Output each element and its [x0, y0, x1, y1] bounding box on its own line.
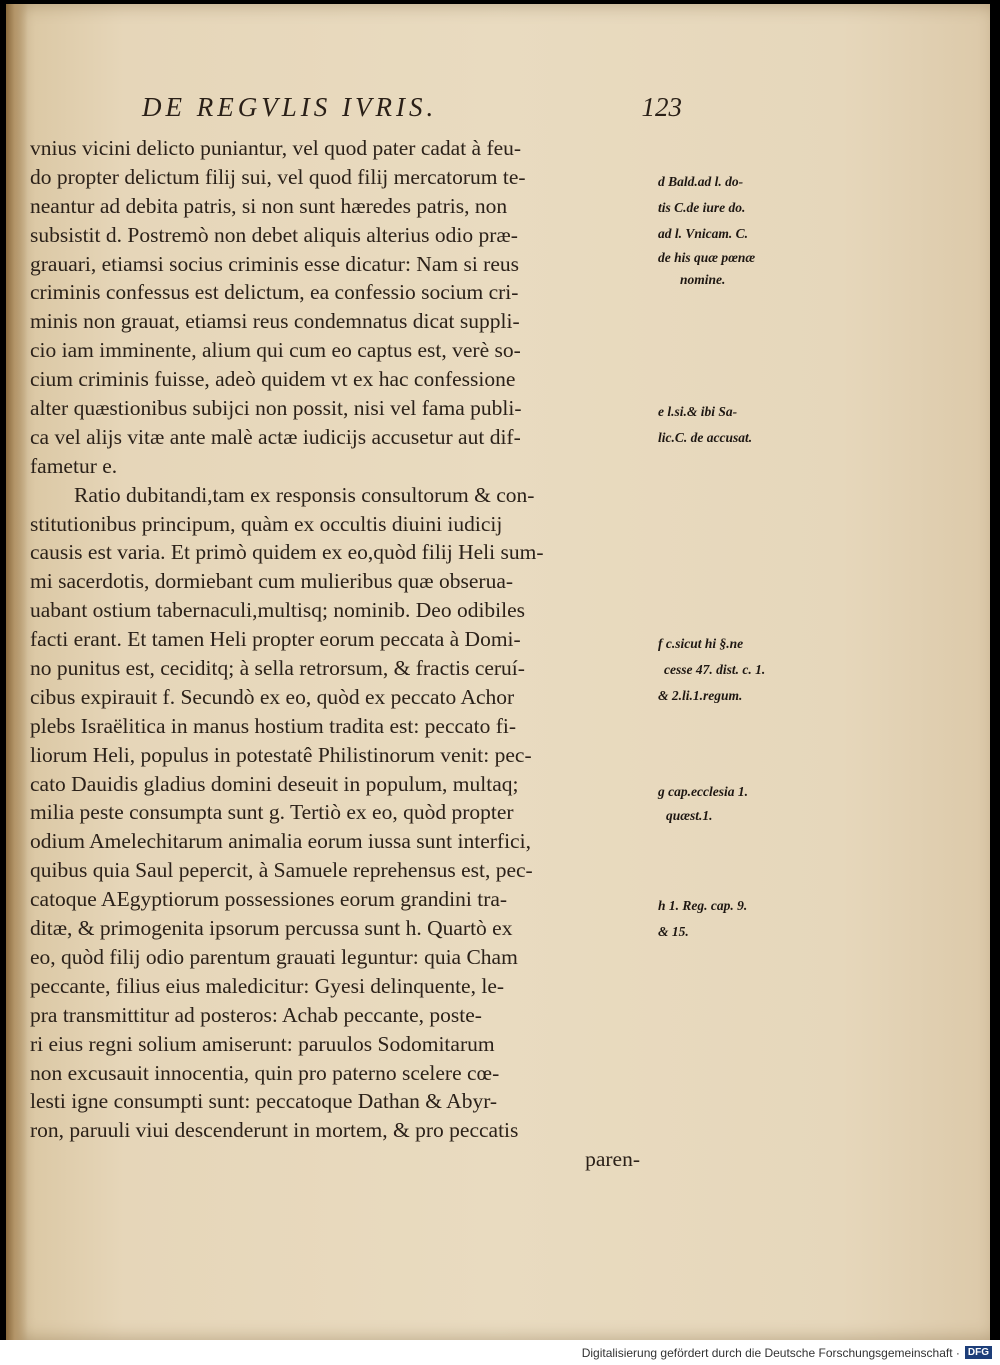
text-line: mi sacerdotis, dormiebant cum mulieribus quæ obserua- [30, 569, 514, 594]
marginal-note: g cap.ecclesia 1. [658, 784, 748, 799]
text-line: fametur e. [30, 453, 118, 478]
text-line: subsistit d. Postremò non debet aliquis alterius odio præ- [30, 222, 518, 247]
text-line: no punitus est, ceciditq; à sella retrorsum, & fractis ceruí- [30, 656, 525, 681]
text-line: lesti igne consumpti sunt: peccatoque Dathan & Abyr- [30, 1089, 498, 1114]
dfg-logo: DFG [965, 1346, 992, 1359]
marginal-note: & 2.li.1.regum. [658, 688, 743, 703]
text-line: causis est varia. Et primò quidem ex eo,quòd filij Heli sum- [30, 540, 544, 565]
text-line: cium criminis fuisse, adeò quidem vt ex hac confessione [30, 367, 516, 392]
text-line: ri eius regni solium amiserunt: paruulos Sodomitarum [30, 1031, 495, 1056]
text-line: liorum Heli, populus in potestatê Philistinorum venit: pec- [30, 742, 532, 767]
text-line: ditæ, & primogenita ipsorum percussa sunt h. Quartò ex [30, 916, 513, 941]
catchword: paren- [585, 1147, 640, 1172]
text-line: facti erant. Et tamen Heli propter eorum peccata à Domi- [30, 627, 521, 652]
marginal-note: e l.si.& ibi Sa- [658, 404, 738, 419]
marginal-note: quæst.1. [666, 808, 713, 823]
marginal-note: nomine. [680, 272, 726, 287]
text-line: Ratio dubitandi,tam ex responsis consultorum & con- [74, 482, 535, 507]
text-line: grauari, etiamsi socius criminis esse dicatur: Nam si reus [30, 251, 519, 276]
text-line: uabant ostium tabernaculi,multisq; nominib. Deo odibiles [30, 598, 526, 623]
text-line: cato Dauidis gladius domini deseuit in populum, multaq; [30, 771, 519, 796]
text-line: catoque AEgyptiorum possessiones eorum grandini tra- [30, 887, 508, 912]
text-line: do propter delictum filij sui, vel quod filij mercatorum te- [30, 164, 526, 189]
funding-notice: Digitalisierung gefördert durch die Deutsche Forschungsgemeinschaft · [581, 1345, 960, 1360]
text-line: plebs Israëlitica in manus hostium tradita est: peccato fi- [30, 713, 516, 738]
marginal-note: & 15. [658, 924, 689, 939]
marginal-note: cesse 47. dist. c. 1. [664, 662, 766, 677]
book-page [6, 4, 990, 1340]
running-title: DE REGVLIS IVRIS. [142, 92, 438, 122]
running-header [142, 92, 682, 123]
text-line: ca vel alijs vitæ ante malè actæ iudicijs accusetur aut dif- [30, 424, 521, 449]
text-line: eo, quòd filij odio parentum grauati leguntur: quia Cham [30, 944, 518, 969]
text-line: cio iam imminente, alium qui cum eo captus est, verè so- [30, 338, 521, 363]
text-line: stitutionibus principum, quàm ex occultis diuini iudicij [30, 511, 503, 536]
marginal-note: de his quæ pœnæ [658, 250, 756, 265]
text-line: peccante, filius eius maledicitur: Gyesi delinquente, le- [30, 973, 505, 998]
text-line: cibus expirauit f. Secundò ex eo, quòd ex peccato Achor [30, 684, 515, 709]
text-line: ron, paruuli viui descenderunt in mortem, & pro peccatis [30, 1118, 519, 1143]
text-line: neantur ad debita patris, si non sunt hæredes patris, non [30, 193, 508, 218]
marginal-note: ad l. Vnicam. C. [658, 226, 749, 241]
text-line: alter quæstionibus subijci non possit, nisi vel fama publi- [30, 396, 522, 421]
folio-number: 123 [641, 92, 682, 122]
text-line: minis non grauat, etiamsi reus condemnatus dicat suppli- [30, 309, 520, 334]
marginal-note: f c.sicut hi §.ne [658, 636, 744, 651]
text-line: pra transmittitur ad posteros: Achab peccante, poste- [30, 1002, 482, 1027]
text-line: criminis confessus est delictum, ea confessio socium cri- [30, 280, 519, 305]
text-line: vnius vicini delicto puniantur, vel quod pater cadat à feu- [30, 136, 522, 160]
footer-bar [0, 1340, 1000, 1365]
text-line: odium Amelechitarum animalia eorum iussa sunt interfici, [30, 829, 531, 854]
marginal-note: lic.C. de accusat. [658, 430, 753, 445]
marginal-note: h 1. Reg. cap. 9. [658, 898, 748, 913]
marginal-note: tis C.de iure do. [658, 200, 746, 215]
page-spine-shadow [6, 4, 28, 1340]
text-line: milia peste consumpta sunt g. Tertiò ex eo, quòd propter [30, 800, 514, 825]
main-text-block [30, 134, 766, 1174]
marginal-note: d Bald.ad l. do- [658, 174, 744, 189]
text-line: non excusauit innocentia, quin pro paterno scelere cœ- [30, 1060, 500, 1085]
text-line: quibus quia Saul pepercit, à Samuele reprehensus est, pec- [30, 858, 533, 883]
